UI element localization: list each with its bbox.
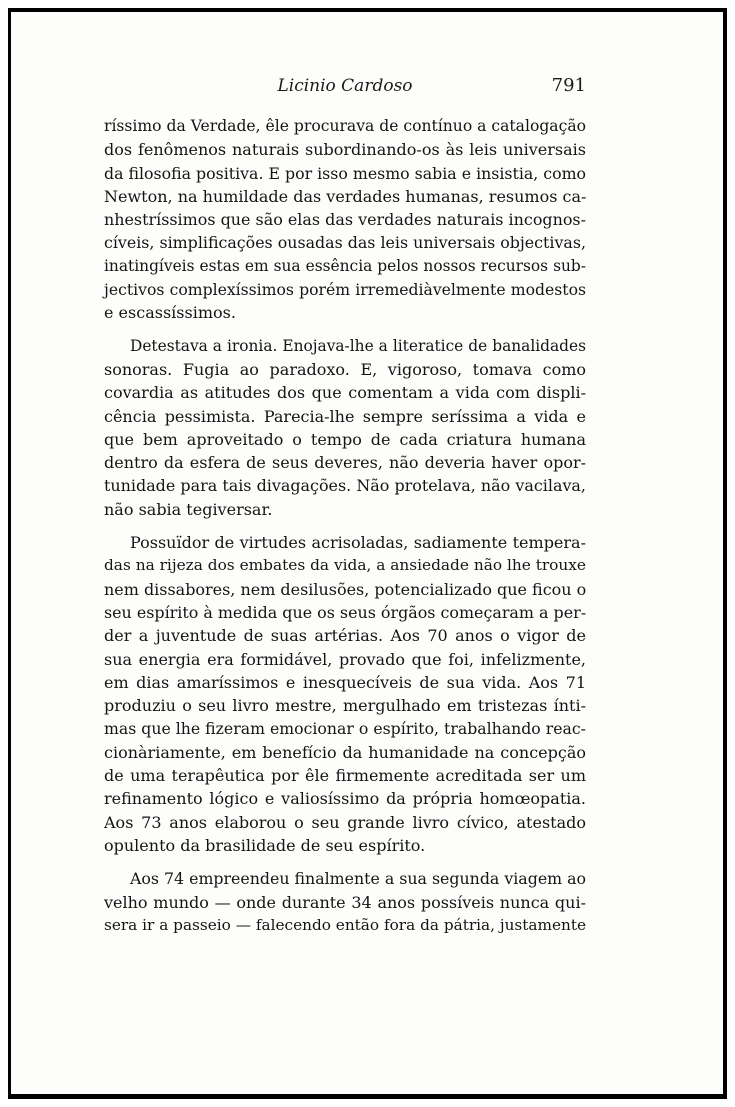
text-line: cência pessimista. Parecia-lhe sempre seríssima a vida e xyxy=(104,406,586,426)
text-line: refinamento lógico e valiosíssimo da própria homœopatia. xyxy=(104,789,586,809)
text-line: jectivos complexíssimos porém irremediàvelmente modestos xyxy=(104,280,586,300)
text-line: e escassíssimos. xyxy=(104,303,236,323)
text-line: dentro da esfera de seus deveres, não deveria haver opor- xyxy=(104,453,586,473)
text-line: em dias amaríssimos e inesquecíveis de sua vida. Aos 71 xyxy=(104,672,586,692)
text-line: der a juventude de suas artérias. Aos 70 anos o vigor de xyxy=(104,626,586,646)
text-line: não sabia tegiversar. xyxy=(104,499,273,519)
text-line: velho mundo — onde durante 34 anos possíveis nunca qui- xyxy=(104,892,586,912)
text-line: opulento da brasilidade de seu espírito. xyxy=(104,835,426,855)
running-head: Licinio Cardoso xyxy=(277,76,413,96)
page-number: 791 xyxy=(551,75,586,96)
text-line: que bem aproveitado o tempo de cada criatura humana xyxy=(104,429,586,449)
paragraph-4 xyxy=(104,867,586,937)
text-line: sonoras. Fugia ao paradoxo. E, vigoroso, tomava como xyxy=(104,359,586,379)
text-line: dos fenômenos naturais subordinando-os às leis universais xyxy=(104,140,586,160)
text-line: nhestríssimos que são elas das verdades naturais incognos- xyxy=(104,210,586,230)
paragraph-2 xyxy=(104,335,586,521)
body-text xyxy=(104,115,586,937)
text-line: Aos 73 anos elaborou o seu grande livro cívico, atestado xyxy=(104,812,586,832)
text-line: sera ir a passeio — falecendo então fora da pátria, justamente xyxy=(104,915,586,934)
text-line: mas que lhe fizeram emocionar o espírito, trabalhando reac- xyxy=(104,719,586,739)
text-line: Detestava a ironia. Enojava-lhe a literatice de banalidades xyxy=(130,336,586,355)
text-line: Aos 74 empreendeu finalmente a sua segunda viagem ao xyxy=(130,869,587,889)
text-line: cíveis, simplificações ousadas das leis universais objectivas, xyxy=(104,233,586,253)
text-line: de uma terapêutica por êle firmemente acreditada ser um xyxy=(104,766,586,786)
text-line: ríssimo da Verdade, êle procurava de contínuo a catalogação xyxy=(104,117,586,135)
text-line: nem dissabores, nem desilusões, potencializado que ficou o xyxy=(104,579,587,599)
page-header xyxy=(104,76,586,106)
text-line: inatingíveis estas em sua essência pelos nossos recursos sub- xyxy=(104,256,586,275)
text-line: seu espírito à medida que os seus órgãos começaram a per- xyxy=(104,602,587,622)
text-line: Newton, na humildade das verdades humanas, resumos ca- xyxy=(104,186,587,206)
text-line: produziu o seu livro mestre, mergulhado em tristezas ínti- xyxy=(104,696,586,716)
text-line: da filosofia positiva. E por isso mesmo sabia e insistia, como xyxy=(104,163,587,183)
text-line: tunidade para tais divagações. Não protelava, não vacilava, xyxy=(104,476,586,496)
text-line: das na rijeza dos embates da vida, a ansiedade não lhe trouxe xyxy=(104,556,586,575)
text-line: sua energia era formidável, provado que foi, infelizmente, xyxy=(104,649,586,669)
text-line: covardia as atitudes dos que comentam a vida com displi- xyxy=(104,383,586,403)
text-line: Possuïdor de virtudes acrisoladas, sadiamente tempera- xyxy=(130,533,586,553)
paragraph-1 xyxy=(104,115,586,325)
paragraph-3 xyxy=(104,531,586,857)
text-line: cionàriamente, em benefício da humanidade na concepção xyxy=(104,742,586,762)
